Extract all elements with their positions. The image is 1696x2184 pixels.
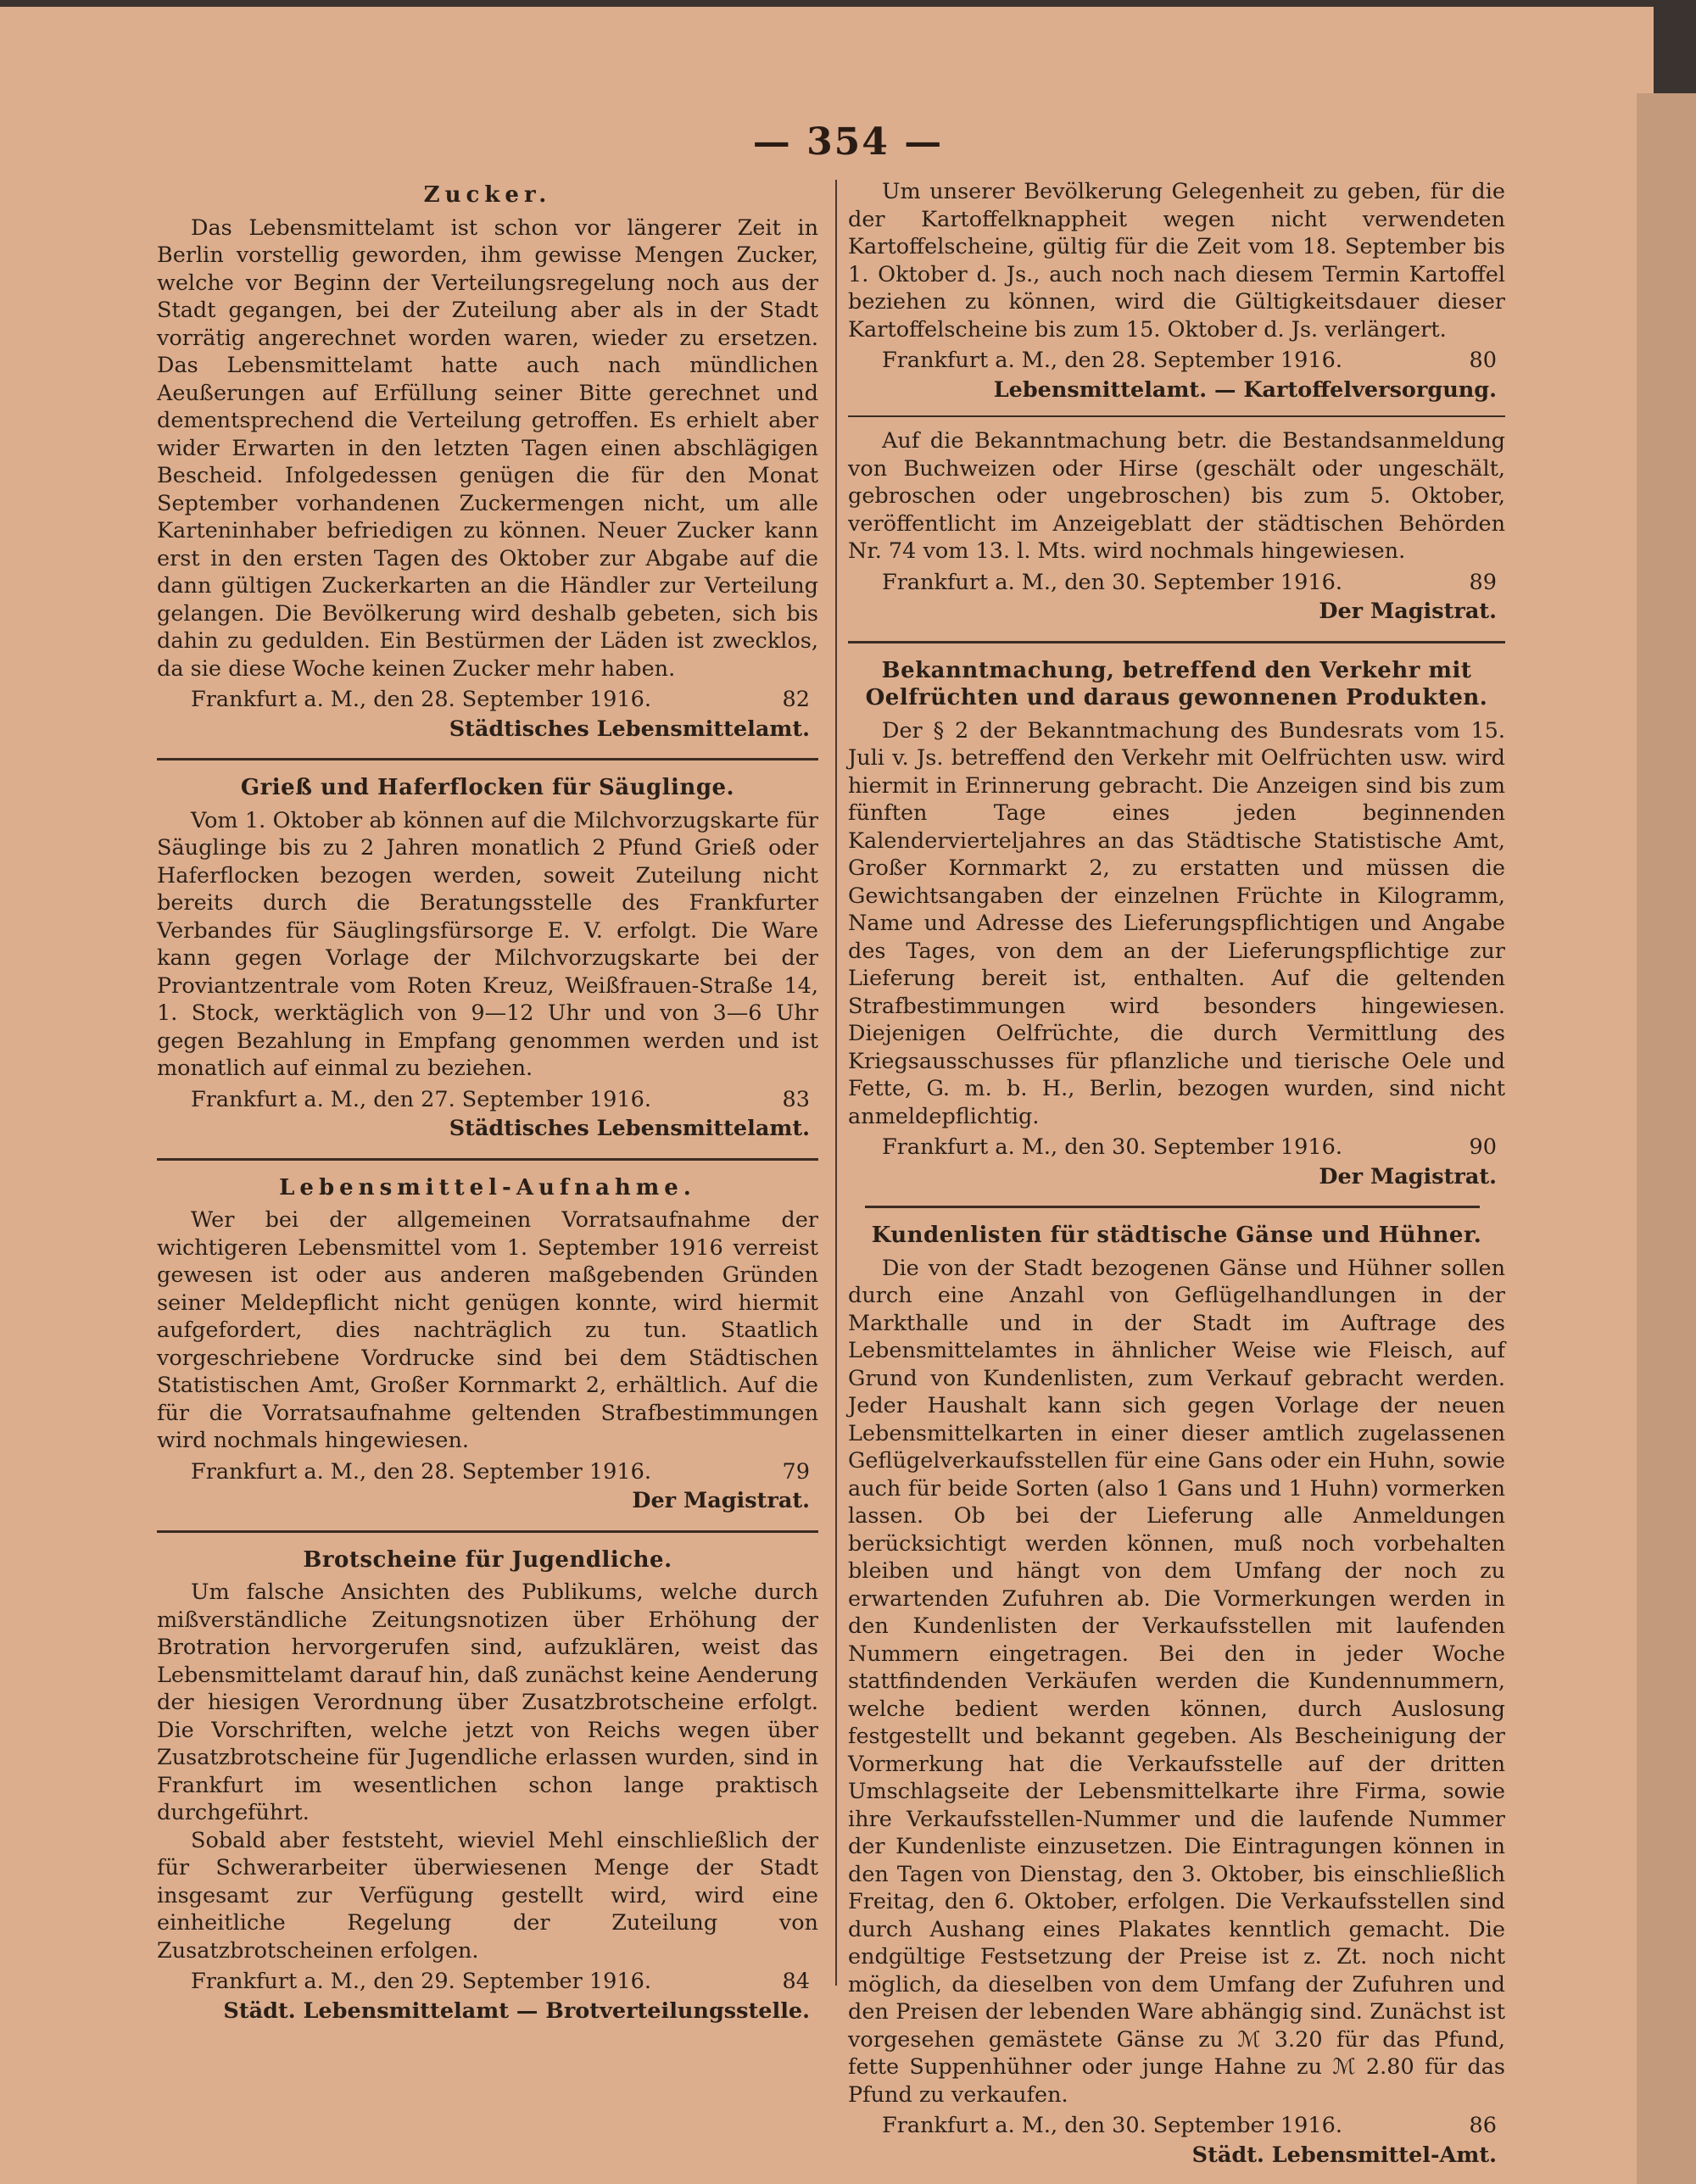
article-brotscheine <box>157 1546 818 2025</box>
article-body: Auf die Bekanntmachung betr. die Bestandsanmeldung von Buchweizen oder Hirse (geschält oder ungeschält, gebroschen oder ungebroschen) bis zum 5. Oktober, veröffentlicht im Anzeigeblatt der städtischen Behörden Nr. 74 vom 13. l. Mts. wird nochmals hingewiesen. <box>848 428 1505 564</box>
article-signature: Lebensmittelamt. — Kartoffelversorgung. <box>993 376 1497 403</box>
article-body-2: Sobald aber feststeht, wieviel Mehl einschließlich der für Schwerarbeiter überwiesenen Menge der Stadt insgesamt zur Verfügung gestellt wird, wird eine einheitliche Regelung der Zuteilung von Zusatzbrotscheinen erfolgen. <box>157 1827 818 1964</box>
article-date <box>848 2112 1505 2140</box>
article-title: Kundenlisten für städtische Gänse und Hühner. <box>871 1223 1482 1248</box>
date-text: Frankfurt a. M., den 28. September 1916. <box>882 348 1342 373</box>
article-date <box>157 1968 818 1996</box>
article-date <box>157 686 818 714</box>
article-griess <box>157 774 818 1143</box>
page-number: — 354 — <box>752 120 944 164</box>
article-body: Um unserer Bevölkerung Gelegenheit zu geben, für die der Kartoffelknappheit wegen nicht verwendeten Kartoffelscheine, gültig für die Zeit vom 18. September bis 1. Oktober d. Js., auch noch nach diesem Termin Kartoffel beziehen zu können, wird die Gültigkeitsdauer dieser Kartoffelscheine bis zum 15. Oktober d. Js. verlängert. <box>848 179 1505 343</box>
article-signature: Städtisches Lebensmittelamt. <box>449 716 810 742</box>
section-divider <box>865 1206 1480 1208</box>
article-number: 83 <box>782 1086 810 1112</box>
date-text: Frankfurt a. M., den 30. September 1916. <box>882 1134 1342 1160</box>
left-column <box>157 178 818 2025</box>
section-divider <box>848 415 1505 417</box>
article-zucker <box>157 181 818 743</box>
date-text: Frankfurt a. M., den 28. September 1916. <box>191 687 651 712</box>
article-signature: Der Magistrat. <box>1319 1163 1497 1190</box>
article-body: Vom 1. Oktober ab können auf die Milchvorzugskarte für Säuglinge bis zu 2 Jahren monatlich 2 Pfund Grieß oder Haferflocken bezogen werden, soweit Zuteilung nicht bereits durch die Beratungsstelle des Frankfurter Verbandes für Säuglingsfürsorge E. V. erfolgt. Die Ware kann gegen Vorlage der Milchvorzugskarte bei der Proviantzentrale vom Roten Kreuz, Weißfrauen-Straße 14, 1. Stock, werktäglich von 9—12 Uhr und von 3—6 Uhr gegen Bezahlung in Empfang genommen werden und ist monatlich auf einmal zu beziehen. <box>157 807 818 1081</box>
article-signature: Der Magistrat. <box>1319 599 1497 624</box>
article-date <box>157 1458 818 1486</box>
article-title: Zucker. <box>423 182 552 208</box>
section-divider <box>157 758 818 760</box>
date-text: Frankfurt a. M., den 28. September 1916. <box>191 1458 651 1485</box>
article-signature: Städt. Lebensmittelamt — Brotverteilungsstelle. <box>223 1997 810 2024</box>
date-text: Frankfurt a. M., den 27. September 1916. <box>191 1086 651 1112</box>
date-text: Frankfurt a. M., den 29. September 1916. <box>191 1969 651 1994</box>
article-date <box>848 347 1505 375</box>
article-body: Wer bei der allgemeinen Vorratsaufnahme der wichtigeren Lebensmittel vom 1. September 1916 verreist gewesen ist oder aus anderen maßgebenden Gründen seiner Meldepflicht nicht genügen konnte, wird hiermit aufgefordert, dies nachträglich zu tun. Staatlich vorgeschriebene Vordrucke sind bei dem Städtischen Statistischen Amt, Großer Kornmarkt 2, erhältlich. Auf die für die Vorratsaufnahme geltenden Strafbestimmungen wird nochmals hingewiesen. <box>157 1207 818 1453</box>
article-buchweizen <box>848 427 1505 626</box>
article-number: 82 <box>782 687 810 712</box>
section-divider <box>157 1158 818 1161</box>
article-kundenlisten <box>848 1222 1505 2169</box>
article-number: 80 <box>1469 348 1497 373</box>
article-lebensmittel-aufnahme <box>157 1174 818 1515</box>
article-number: 84 <box>782 1969 810 1994</box>
article-date <box>848 1134 1505 1162</box>
article-body: Der § 2 der Bekanntmachung des Bundesrats vom 15. Juli v. Js. betreffend den Verkehr mit Oelfrüchten usw. wird hiermit in Erinnerung gebracht. Die Anzeigen sind bis zum fünften Tage eines jeden beginnenden Kalendervierteljahres an das Städtische Statistische Amt, Großer Kornmarkt 2, zu erstatten und müssen die Gewichtsangaben der einzelnen Früchte in Kilogramm, Name und Adresse des Lieferungspflichtigen und Angabe des Tages, von dem an der Lieferungspflichtige zur Lieferung bereit ist, enthalten. Auf die geltenden Strafbestimmungen wird besonders hingewiesen. Diejenigen Oelfrüchte, die durch Vermittlung des Kriegsausschusses für pflanzliche und tierische Oele und Fette, G. m. b. H., Berlin, bezogen wurden, sind nicht anmeldepflichtig. <box>848 717 1505 1129</box>
article-body: Um falsche Ansichten des Publikums, welche durch mißverständliche Zeitungsnotizen über Erhöhung der Brotration hervorgerufen sind, aufzuklären, weist das Lebensmittelamt darauf hin, daß zunächst keine Aenderung der hiesigen Verordnung über Zusatzbrotscheine erfolgt. Die Vorschriften, welche jetzt von Reichs wegen über Zusatzbrotscheine für Jugendliche erlassen wurden, sind in Frankfurt im wesentlichen schon lange praktisch durchgeführt. <box>157 1580 818 1825</box>
article-number: 79 <box>782 1458 810 1485</box>
section-divider <box>157 1530 818 1533</box>
column-divider <box>835 180 837 1986</box>
article-title: Brotscheine für Jugendliche. <box>303 1546 672 1573</box>
article-number: 89 <box>1469 569 1497 595</box>
article-title: Bekanntmachung, betreffend den Verkehr mit Oelfrüchten und daraus gewonnenen Produkten. <box>865 657 1488 710</box>
article-body: Die von der Stadt bezogenen Gänse und Hühner sollen durch eine Anzahl von Geflügelhandlungen in der Markthalle und in der Stadt im Auftrage des Lebensmittelamtes in ähnlicher Weise wie Fleisch, auf Grund von Kundenlisten, zum Verkauf gebracht werden. Jeder Haushalt kann sich gegen Vorlage der neuen Lebensmittelkarten in einer dieser amtlich zugelassenen Geflügelverkaufsstellen für eine Gans oder ein Huhn, sowie auch für beide Sorten (also 1 Gans und 1 Huhn) vormerken lassen. Ob bei der Lieferung alle Anmeldungen berücksichtigt werden können, muß noch vorbehalten bleiben und hängt von dem Umfang der noch zu erwartenden Zufuhren ab. Die Vormerkungen werden in den Kundenlisten der Verkaufsstellen mit laufenden Nummern eingetragen. Bei den in jeder Woche stattfindenden Verkäufen werden die Kundennummern, welche bedient werden können, durch Auslosung festgestellt und bekannt gegeben. Als Bescheinigung der Vormerkung hat die Verkaufsstelle auf der dritten Umschlagseite der Lebensmittelkarte ihre Firma, sowie ihre Verkaufsstellen-Nummer und die laufende Nummer der Kundenliste einzusetzen. Die Eintragungen können in den Tagen von Dienstag, den 3. Oktober, bis einschließlich Freitag, den 6. Oktober, erfolgen. Die Verkaufsstellen sind durch Aushang eines Plakates kenntlich gemacht. Die endgültige Festsetzung der Preise ist z. Zt. noch nicht möglich, da dieselben von dem Umfang der Zufuhren und den Preisen der lebenden Ware abhängig sind. Zunächst ist vorgesehen gemästete Gänse zu ℳ 3.20 für das Pfund, fette Suppenhühner oder junge Hahne zu ℳ 2.80 für das Pfund zu verkaufen. <box>848 1255 1505 2108</box>
article-oelfruechte <box>848 657 1505 1191</box>
article-body: Das Lebensmittelamt ist schon vor längerer Zeit in Berlin vorstellig geworden, ihm gewisse Mengen Zucker, welche vor Beginn der Verteilungsregelung noch aus der Stadt gegangen, bei der Zuteilung aber als in der Stadt vorrätig angerechnet worden waren, wieder zu ersetzen. Das Lebensmittelamt hatte auch nach mündlichen Aeußerungen auf Erfüllung seiner Bitte gerechnet und dementsprechend die Verteilung getroffen. Es erhielt aber wider Erwarten in den letzten Tagen einen abschlägigen Bescheid. Infolgedessen genügen die für den Monat September vorhandenen Zuckermengen nicht, um alle Karteninhaber befriedigen zu können. Neuer Zucker kann erst in den ersten Tagen des Oktober zur Abgabe auf die dann gültigen Zuckerkarten an die Händler zur Verteilung gelangen. Die Bevölkerung wird deshalb gebeten, sich bis dahin zu gedulden. Ein Bestürmen der Läden ist zwecklos, da sie diese Woche keinen Zucker mehr haben. <box>157 214 818 682</box>
article-date <box>848 569 1505 597</box>
article-signature: Städtisches Lebensmittelamt. <box>449 1116 810 1141</box>
article-signature: Der Magistrat. <box>632 1488 810 1513</box>
right-column <box>848 178 1505 2169</box>
article-number: 90 <box>1469 1134 1497 1160</box>
page-edge <box>1637 93 1696 2184</box>
article-number: 86 <box>1469 2113 1497 2138</box>
section-divider <box>848 641 1505 644</box>
article-signature: Städt. Lebensmittel-Amt. <box>1191 2142 1497 2168</box>
article-title: Lebensmittel-Aufnahme. <box>279 1174 696 1201</box>
date-text: Frankfurt a. M., den 30. September 1916. <box>882 569 1342 595</box>
date-text: Frankfurt a. M., den 30. September 1916. <box>882 2113 1342 2138</box>
article-kartoffelscheine <box>848 178 1505 404</box>
article-date <box>157 1086 818 1114</box>
article-title: Grieß und Haferflocken für Säuglinge. <box>240 775 735 800</box>
